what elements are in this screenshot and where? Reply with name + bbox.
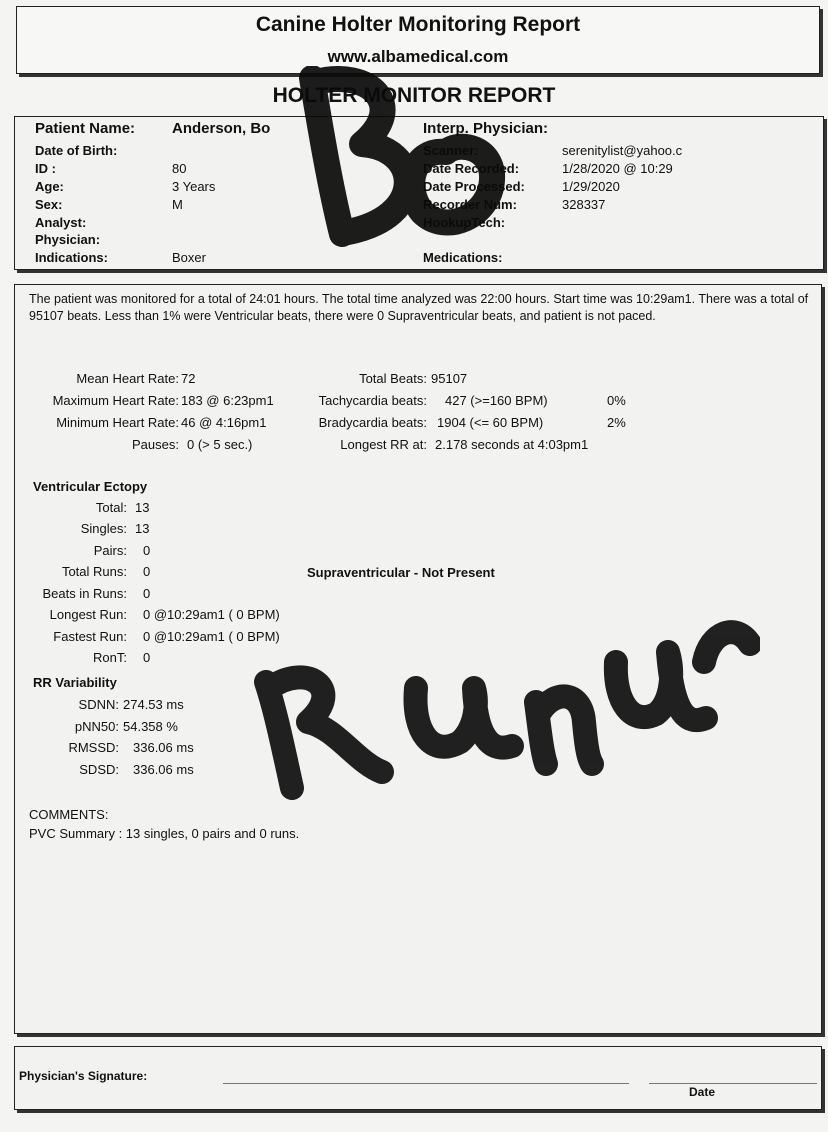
date-processed-label: Date Processed:	[423, 179, 525, 194]
age-label: Age:	[35, 179, 64, 194]
id-value: 80	[172, 161, 187, 176]
total-beats-label: Total Beats:	[359, 371, 427, 386]
ve-pairs-label: Pairs:	[93, 543, 127, 558]
age-value: 3 Years	[172, 179, 216, 194]
supraventricular-status: Supraventricular - Not Present	[307, 565, 495, 580]
patient-name-label: Patient Name:	[35, 120, 136, 137]
date-line[interactable]	[649, 1083, 817, 1084]
ve-singles-value: 13	[135, 521, 150, 536]
ve-total-runs-value: 0	[143, 564, 151, 579]
max-hr-label: Maximum Heart Rate:	[52, 393, 179, 408]
sex-value: M	[172, 197, 183, 212]
website-link[interactable]: www.albamedical.com	[327, 47, 509, 66]
date-processed-value: 1/29/2020	[562, 179, 620, 194]
handwritten-scribble-signature	[236, 592, 760, 802]
rr-variability-heading: RR Variability	[33, 675, 117, 690]
pauses-label: Pauses:	[132, 437, 179, 452]
dob-label: Date of Birth:	[35, 143, 118, 158]
pnn50-label: pNN50:	[74, 719, 119, 734]
bradycardia-percent: 2%	[607, 415, 626, 430]
signature-line[interactable]	[223, 1083, 629, 1084]
longest-rr-label: Longest RR at:	[340, 437, 427, 452]
ve-beats-in-runs-label: Beats in Runs:	[42, 586, 127, 601]
report-main-title: Canine Holter Monitoring Report	[255, 13, 581, 36]
id-label: ID :	[35, 161, 56, 176]
date-label: Date	[689, 1085, 716, 1099]
ve-total-runs-label: Total Runs:	[61, 564, 127, 579]
comments-label: COMMENTS:	[29, 807, 109, 822]
tachycardia-label: Tachycardia beats:	[318, 393, 427, 408]
rmssd-label: RMSSD:	[68, 740, 119, 755]
ve-pairs-value: 0	[143, 543, 151, 558]
total-beats-value: 95107	[431, 371, 468, 386]
analyst-label: Analyst:	[35, 215, 87, 230]
mean-hr-label: Mean Heart Rate:	[76, 371, 179, 386]
physician-signature-label: Physician's Signature:	[19, 1069, 148, 1083]
indications-label: Indications:	[35, 250, 108, 265]
indications-value: Boxer	[172, 250, 206, 265]
recorder-num-label: Recorder Num:	[423, 197, 517, 212]
hookup-tech-label: HookupTech:	[423, 215, 506, 230]
sdnn-value: 274.53 ms	[123, 697, 184, 712]
ve-ront-value: 0	[143, 650, 151, 665]
pnn50-value: 54.358 %	[123, 719, 178, 734]
signature-panel	[14, 1046, 822, 1110]
report-subtitle: HOLTER MONITOR REPORT	[272, 84, 556, 107]
ve-longest-run-label: Longest Run:	[49, 607, 127, 622]
report-header	[16, 6, 820, 74]
scanner-label: Scanner:	[423, 143, 479, 158]
tachycardia-percent: 0%	[607, 393, 626, 408]
tachycardia-value: 427 (>=160 BPM)	[445, 393, 548, 408]
ve-fastest-run-label: Fastest Run:	[53, 629, 127, 644]
medications-label: Medications:	[423, 250, 503, 265]
sdnn-label: SDNN:	[78, 697, 119, 712]
date-recorded-value: 1/28/2020 @ 10:29	[562, 161, 673, 176]
sdsd-label: SDSD:	[79, 762, 119, 777]
mean-hr-value: 72	[181, 371, 196, 386]
ve-singles-label: Singles:	[80, 521, 127, 536]
sex-label: Sex:	[35, 197, 63, 212]
bradycardia-value: 1904 (<= 60 BPM)	[437, 415, 544, 430]
max-hr-value: 183 @ 6:23pm1	[181, 393, 274, 408]
recorder-num-value: 328337	[562, 197, 606, 212]
patient-name-value: Anderson, Bo	[172, 120, 271, 137]
date-recorded-label: Date Recorded:	[423, 161, 520, 176]
pauses-value: 0 (> 5 sec.)	[187, 437, 253, 452]
ve-total-label: Total:	[95, 500, 127, 515]
rmssd-value: 336.06 ms	[133, 740, 194, 755]
handwritten-scribble-initials	[290, 66, 520, 256]
longest-rr-value: 2.178 seconds at 4:03pm1	[435, 437, 589, 452]
interp-physician-label: Interp. Physician:	[423, 120, 549, 137]
physician-label: Physician:	[35, 232, 101, 247]
bradycardia-label: Bradycardia beats:	[318, 415, 427, 430]
ve-ront-label: RonT:	[93, 650, 127, 665]
min-hr-value: 46 @ 4:16pm1	[181, 415, 267, 430]
ve-fastest-run-value: 0 @10:29am1 ( 0 BPM)	[143, 629, 280, 644]
ve-longest-run-value: 0 @10:29am1 ( 0 BPM)	[143, 607, 280, 622]
ve-beats-in-runs-value: 0	[143, 586, 151, 601]
summary-paragraph: The patient was monitored for a total of 24:01 hours. The total time analyzed was 22:00 hours. Start time was 10:29am1. There was a total of 95107 beats. Less than 1% were Ventricular beats, there were 0 Supraventricular beats, and patient is not paced.	[29, 292, 809, 323]
min-hr-label: Minimum Heart Rate:	[56, 415, 179, 430]
ventricular-ectopy-heading: Ventricular Ectopy	[33, 479, 148, 494]
scanner-value: serenitylist@yahoo.c	[562, 143, 683, 158]
comments-text: PVC Summary : 13 singles, 0 pairs and 0 runs.	[29, 826, 300, 841]
sdsd-value: 336.06 ms	[133, 762, 194, 777]
ve-total-value: 13	[135, 500, 150, 515]
